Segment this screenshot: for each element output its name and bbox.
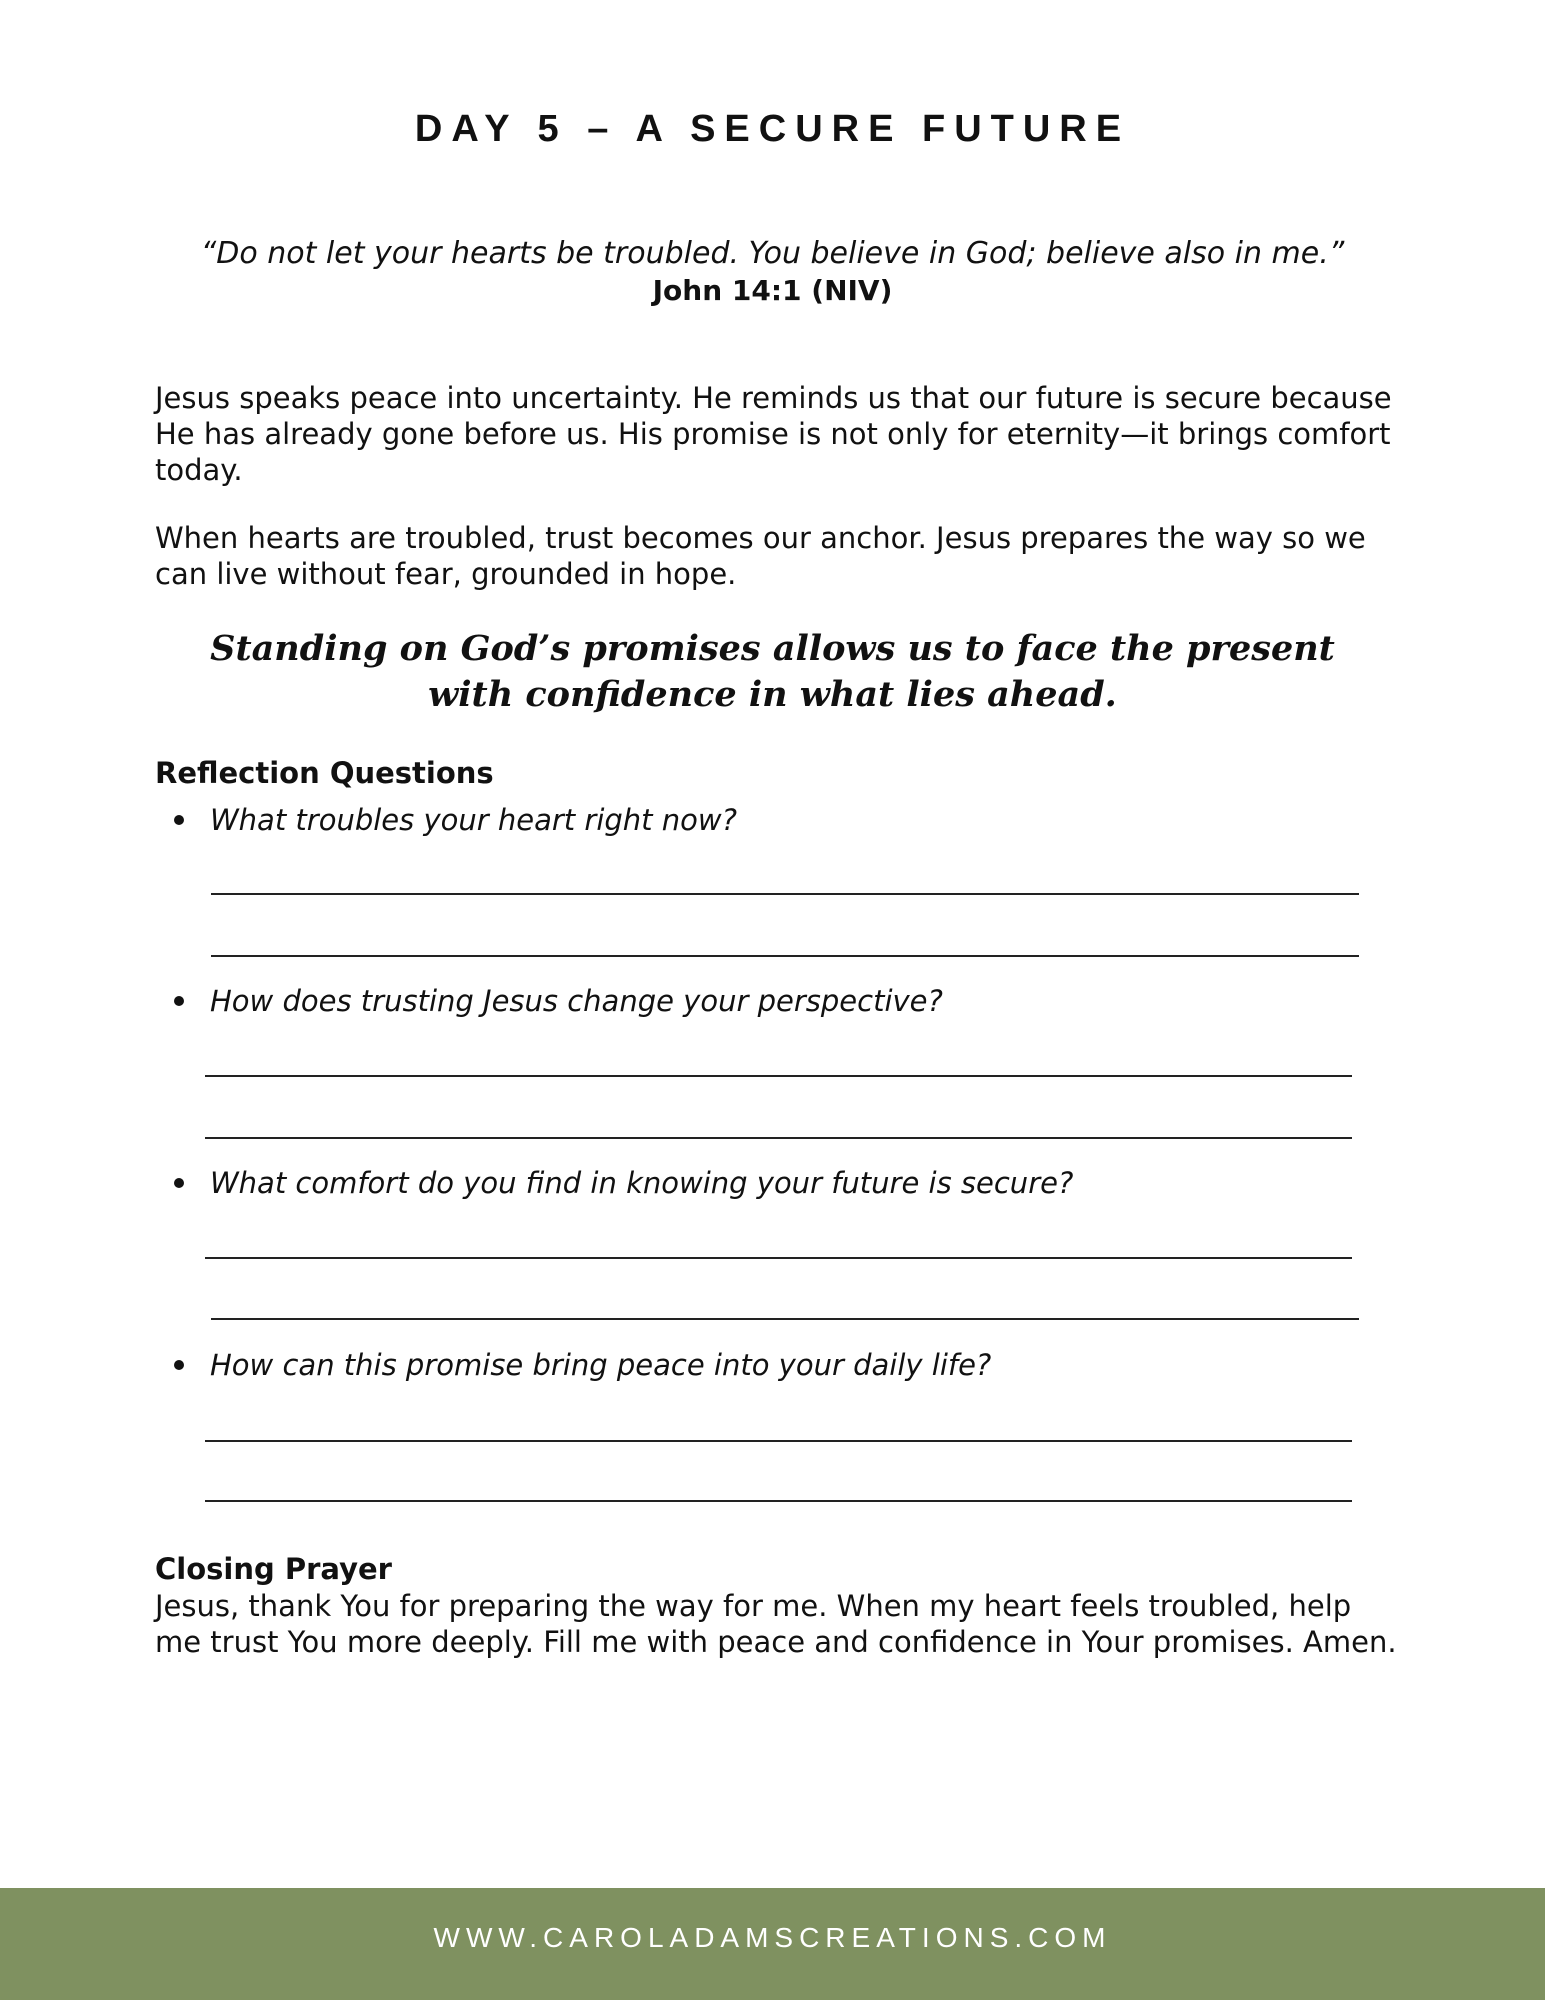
prayer-text: Jesus, thank You for preparing the way for me. When my heart feels troubled, help me trust You more deeply. Fill me with peace and confidence in Your promises. Amen.	[155, 1589, 1397, 1659]
answer-line[interactable]	[211, 955, 1359, 957]
bullet-icon	[174, 1360, 184, 1370]
scripture-reference: John 14:1 (NIV)	[652, 274, 893, 307]
reflection-question-1	[170, 803, 737, 837]
reflection-question-3	[170, 1166, 1073, 1200]
answer-line[interactable]	[205, 1137, 1352, 1139]
bullet-icon	[174, 996, 184, 1006]
bullet-icon	[174, 1178, 184, 1188]
reflection-question-4	[170, 1348, 991, 1382]
scripture-quote: “Do not let your hearts be troubled. You believe in God; believe also in me.”	[200, 236, 1345, 271]
answer-line[interactable]	[211, 1318, 1359, 1320]
answer-line[interactable]	[205, 1440, 1352, 1442]
reflection-question-2	[170, 984, 943, 1018]
reflection-heading: Reflection Questions	[155, 756, 494, 790]
callout-quote	[0, 626, 1545, 718]
body-paragraph-1: Jesus speaks peace into uncertainty. He reminds us that our future is secure because He has already gone before us. His promise is not only for eternity—it brings comfort today.	[155, 381, 1392, 487]
answer-line[interactable]	[205, 1257, 1352, 1259]
answer-line[interactable]	[205, 1500, 1352, 1502]
answer-line[interactable]	[205, 1075, 1352, 1077]
callout-line-2: with confidence in what lies ahead.	[428, 674, 1117, 715]
question-text: How does trusting Jesus change your perspective?	[210, 984, 943, 1018]
callout-line-1: Standing on God’s promises allows us to face the present	[210, 628, 1335, 669]
body-paragraph-2: When hearts are troubled, trust becomes our anchor. Jesus prepares the way so we can live without fear, grounded in hope.	[155, 521, 1366, 591]
question-text: What troubles your heart right now?	[210, 803, 737, 837]
question-text: What comfort do you find in knowing your future is secure?	[210, 1166, 1074, 1200]
answer-line[interactable]	[211, 893, 1359, 895]
bullet-icon	[174, 815, 184, 825]
footer-website[interactable]: WWW.CAROLADAMSCREATIONS.COM	[433, 1922, 1112, 1953]
question-text: How can this promise bring peace into your daily life?	[210, 1348, 992, 1382]
page-title: DAY 5 – A SECURE FUTURE	[414, 108, 1131, 150]
footer-bar	[0, 1888, 1545, 2000]
prayer-heading: Closing Prayer	[155, 1552, 392, 1586]
